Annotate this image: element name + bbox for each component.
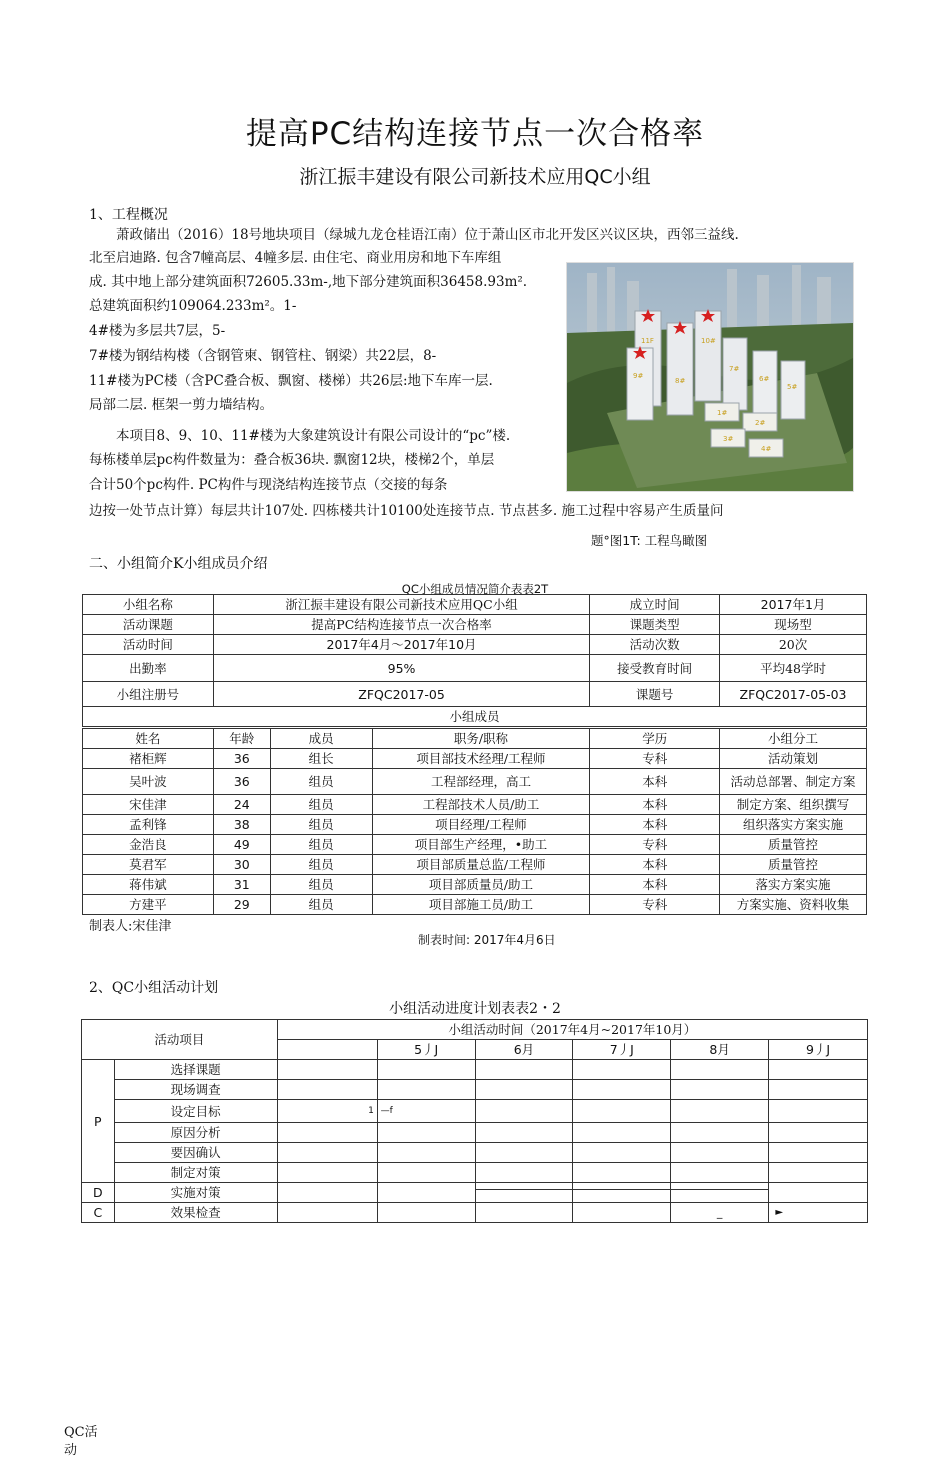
- member-title: 项目部技术经理/工程师: [372, 749, 590, 769]
- photo-label-6: 6#: [759, 375, 770, 383]
- goal-mark-1: 1: [368, 1105, 374, 1116]
- phase-p: P: [82, 1060, 115, 1183]
- cell-topic-no-label: 课题号: [590, 682, 720, 707]
- section1-line-2: 成. 其中地上部分建筑面积72605.33m-,地下部分建筑面积36458.93m².: [89, 274, 528, 290]
- plan-item-header: 活动项目: [82, 1020, 278, 1060]
- header-role: 成员: [270, 729, 372, 749]
- page-title: 提高PC结构连接节点一次合格率: [245, 116, 705, 152]
- member-name: 吴叶波: [83, 769, 214, 795]
- plan-row: [82, 1123, 868, 1143]
- member-duty: 落实方案实施: [720, 875, 867, 895]
- cell-type-label: 课题类型: [590, 615, 720, 635]
- plan-row: [82, 1143, 868, 1163]
- table-row: [83, 855, 867, 875]
- table-row: [83, 795, 867, 815]
- plan-item: 原因分析: [114, 1123, 277, 1143]
- member-role: 组员: [270, 855, 372, 875]
- member-role: 组员: [270, 815, 372, 835]
- member-duty: 活动策划: [720, 749, 867, 769]
- member-edu: 专科: [590, 835, 720, 855]
- cell-topic-no-value: ZFQC2017-05-03: [720, 682, 867, 707]
- section1-line-3: 总建筑面积约109064.233m²。1-: [89, 298, 297, 314]
- member-role: 组员: [270, 769, 372, 795]
- member-duty: 质量管控: [720, 835, 867, 855]
- section1-para2-line-2: 合计50个pc构件. PC构件与现浇结构连接节点（交接的每条: [89, 477, 448, 493]
- header-age: 年龄: [213, 729, 270, 749]
- cell-edu-label: 接受教育时间: [590, 655, 720, 682]
- cell-time-value: 2017年4月〜2017年10月: [213, 635, 589, 655]
- plan-item: 实施对策: [114, 1183, 277, 1203]
- member-duty: 组织落实方案实施: [720, 815, 867, 835]
- member-title: 项目部质量员/助工: [372, 875, 590, 895]
- member-role: 组员: [270, 875, 372, 895]
- header-name: 姓名: [83, 729, 214, 749]
- plan-row: [82, 1183, 868, 1203]
- footer-fragment: QC活动: [64, 1425, 98, 1458]
- month-9: 9丿J: [769, 1040, 868, 1060]
- photo-label-10: 10#: [701, 337, 716, 345]
- header-edu: 学历: [590, 729, 720, 749]
- header-title: 职务/职称: [372, 729, 590, 749]
- member-name: 褚柜辉: [83, 749, 214, 769]
- table-row: [83, 769, 867, 795]
- member-edu: 专科: [590, 895, 720, 915]
- member-edu: 本科: [590, 795, 720, 815]
- section1-line-5: 7#楼为钢结构楼（含钢管柬、钢管柱、钢梁）共22层，8-: [89, 348, 437, 364]
- plan-item: 设定目标: [114, 1100, 277, 1123]
- table-row: [83, 875, 867, 895]
- cell-founded-value: 2017年1月: [720, 595, 867, 615]
- cell-count-label: 活动次数: [590, 635, 720, 655]
- member-table-caption: QC小组成员情况简介表表2T: [401, 582, 549, 596]
- plan-table-caption: 小组活动进度计划表表2・2: [389, 1001, 561, 1017]
- plan-item: 要因确认: [114, 1143, 277, 1163]
- photo-label-9: 9#: [633, 372, 644, 380]
- table-maker: 制表人:宋佳津: [89, 919, 172, 934]
- member-title: 项目部质量总监/工程师: [372, 855, 590, 875]
- phase-c: C: [82, 1203, 115, 1223]
- month-7: 7丿J: [573, 1040, 671, 1060]
- member-age: 24: [213, 795, 270, 815]
- plan-row: [82, 1100, 868, 1123]
- member-duty: 活动总部署、制定方案: [720, 769, 867, 795]
- member-name: 宋佳津: [83, 795, 214, 815]
- member-name: 金浩良: [83, 835, 214, 855]
- plan-item: 效果检查: [114, 1203, 277, 1223]
- member-name: 莫君军: [83, 855, 214, 875]
- cell-attendance-value: 95%: [213, 655, 589, 682]
- photo-label-2: 2#: [755, 419, 766, 427]
- goal-mark-2: —f: [380, 1105, 393, 1116]
- month-8: 8月: [671, 1040, 769, 1060]
- member-name: 方建平: [83, 895, 214, 915]
- plan-table: [81, 1019, 868, 1223]
- member-title: 项目部施工员/助工: [372, 895, 590, 915]
- photo-label-8: 8#: [675, 377, 686, 385]
- plan-row: [82, 1163, 868, 1183]
- section3-heading: 2、QC小组活动计划: [89, 980, 219, 996]
- check-mark-2: ►: [775, 1207, 784, 1218]
- plan-item: 制定对策: [114, 1163, 277, 1183]
- member-title: 项目部生产经理，•助工: [372, 835, 590, 855]
- month-6: 6月: [475, 1040, 573, 1060]
- phase-d: D: [82, 1183, 115, 1203]
- cell-reg-value: ZFQC2017-05: [213, 682, 589, 707]
- section2-heading: 二、小组简介K小组成员介绍: [89, 556, 268, 572]
- figure-caption: 题°图1T: 工程鸟瞰图: [591, 533, 708, 548]
- cell-time-label: 活动时间: [83, 635, 214, 655]
- member-role: 组员: [270, 795, 372, 815]
- member-age: 38: [213, 815, 270, 835]
- page-subtitle: 浙江振丰建设有限公司新技术应用QC小组: [299, 166, 651, 188]
- member-age: 31: [213, 875, 270, 895]
- plan-row: [82, 1060, 868, 1080]
- plan-row: [82, 1203, 868, 1223]
- cell-attendance-label: 出勤率: [83, 655, 214, 682]
- plan-period-header: 小组活动时间（2017年4月~2017年10月）: [277, 1020, 867, 1040]
- photo-label-7: 7#: [729, 365, 740, 373]
- photo-label-5: 5#: [787, 383, 798, 391]
- member-name: 孟利锋: [83, 815, 214, 835]
- member-edu: 本科: [590, 769, 720, 795]
- cell-reg-label: 小组注册号: [83, 682, 214, 707]
- cell-name-label: 小组名称: [83, 595, 214, 615]
- table-row: [83, 749, 867, 769]
- photo-label-1: 1#: [717, 409, 728, 417]
- plan-row: [82, 1080, 868, 1100]
- member-role: 组员: [270, 895, 372, 915]
- table-row: [83, 895, 867, 915]
- month-5: 5丿J: [377, 1040, 475, 1060]
- section1-para2-line-3: 边按一处节点计算）每层共计107处. 四栋楼共计10100处连接节点. 节点甚多. 施工过程中容易产生质量问: [89, 503, 724, 519]
- member-name: 蒋伟斌: [83, 875, 214, 895]
- plan-item: 现场调查: [114, 1080, 277, 1100]
- member-title: 工程部技术人员/助工: [372, 795, 590, 815]
- section1-para2-line-0: 本项目8、9、10、11#楼为大象建筑设计有限公司设计的“pc”楼.: [89, 428, 511, 444]
- member-age: 49: [213, 835, 270, 855]
- member-edu: 本科: [590, 855, 720, 875]
- member-age: 30: [213, 855, 270, 875]
- table-row: [83, 835, 867, 855]
- group-info-table: [82, 594, 867, 727]
- section1-heading: 1、工程概况: [89, 207, 168, 223]
- member-edu: 本科: [590, 875, 720, 895]
- section1-line-0: 萧政储出（2016）18号地块项目（绿城九龙仓桂语江南）位于萧山区市北开发区兴议区块，西邻三益线.: [89, 227, 739, 243]
- section1-line-6: 11#楼为PC楼（含PC叠合板、飘窗、楼梯）共26层:地下车库一层.: [89, 373, 493, 389]
- member-duty: 质量管控: [720, 855, 867, 875]
- member-duty: 制定方案、组织撰写: [720, 795, 867, 815]
- aerial-photo: [566, 262, 854, 492]
- member-age: 36: [213, 749, 270, 769]
- cell-count-value: 20次: [720, 635, 867, 655]
- section1-line-7: 局部二层. 框架一剪力墙结构。: [89, 397, 274, 413]
- section1-para2-line-1: 每栋楼单层pc构件数量为：叠合板36块. 飘窗12块，楼梯2个，单层: [89, 452, 495, 468]
- member-age: 36: [213, 769, 270, 795]
- cell-members-label: 小组成员: [83, 707, 867, 727]
- cell-topic-label: 活动课题: [83, 615, 214, 635]
- cell-edu-value: 平均48学时: [720, 655, 867, 682]
- photo-label-4: 4#: [761, 445, 772, 453]
- member-role: 组员: [270, 835, 372, 855]
- photo-label-11f: 11F: [641, 337, 654, 345]
- header-duty: 小组分工: [720, 729, 867, 749]
- plan-item: 选择课题: [114, 1060, 277, 1080]
- member-header-row: [83, 729, 867, 749]
- member-edu: 专科: [590, 749, 720, 769]
- table-row: [83, 815, 867, 835]
- section1-line-1: 北至启迪路. 包含7幢高层、4幢多层. 由住宅、商业用房和地下车库组: [89, 250, 502, 266]
- member-role: 组长: [270, 749, 372, 769]
- cell-name-value: 浙江振丰建设有限公司新技术应用QC小组: [213, 595, 589, 615]
- member-table: [82, 728, 867, 915]
- member-edu: 本科: [590, 815, 720, 835]
- member-title: 工程部经理，高工: [372, 769, 590, 795]
- member-duty: 方案实施、资料收集: [720, 895, 867, 915]
- check-mark-1: _: [716, 1206, 723, 1219]
- cell-topic-value: 提高PC结构连接节点一次合格率: [213, 615, 589, 635]
- table-made-date: 制表时间: 2017年4月6日: [418, 933, 556, 947]
- cell-founded-label: 成立时间: [590, 595, 720, 615]
- member-title: 项目经理/工程师: [372, 815, 590, 835]
- photo-label-3: 3#: [723, 435, 734, 443]
- cell-type-value: 现场型: [720, 615, 867, 635]
- member-age: 29: [213, 895, 270, 915]
- section1-line-4: 4#楼为多层共7层，5-: [89, 323, 226, 339]
